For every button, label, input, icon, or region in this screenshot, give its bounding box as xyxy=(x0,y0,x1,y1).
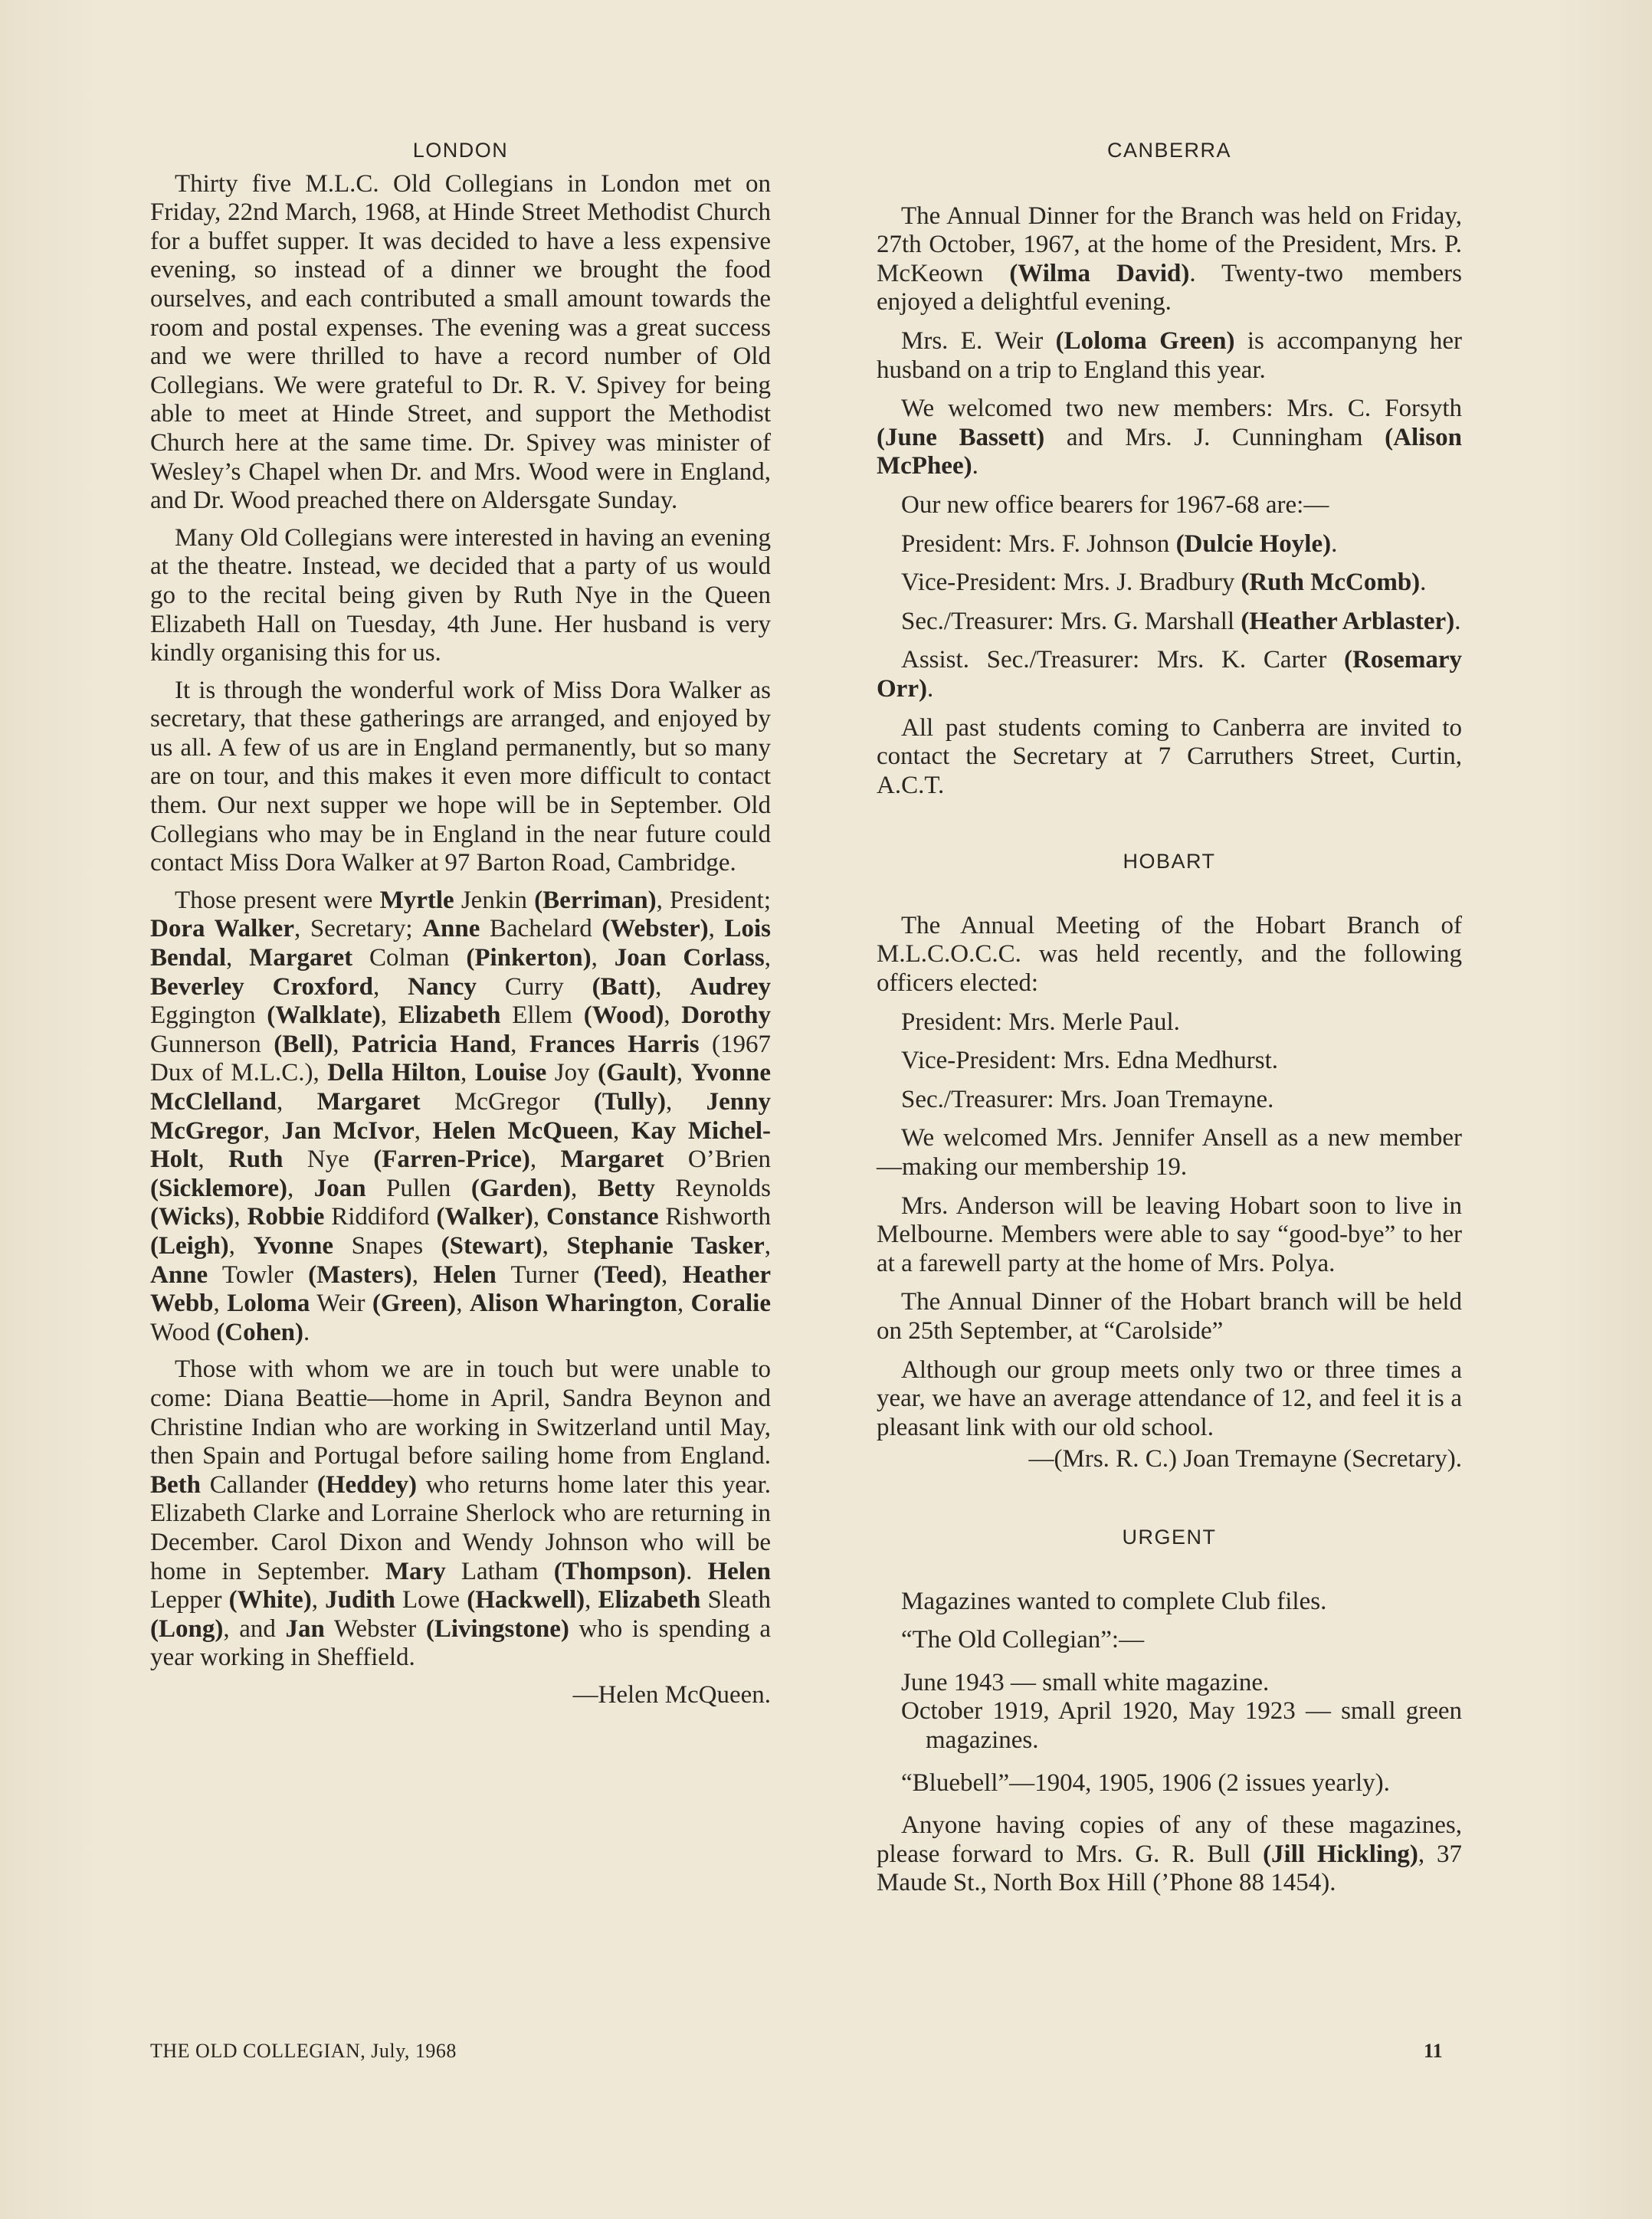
attendee-name: Helen xyxy=(433,1260,497,1289)
in-touch-text: Callander xyxy=(201,1470,317,1499)
attendee-text: , xyxy=(764,944,771,972)
attendee-name: Coralie xyxy=(690,1290,771,1318)
attendee-name: (Pinkerton) xyxy=(466,944,592,972)
attendee-text: , xyxy=(708,915,725,943)
attendee-name: (Walklate) xyxy=(267,1001,381,1030)
attendee-name: Elizabeth xyxy=(398,1001,501,1030)
attendee-name: Kay Michel-Holt xyxy=(150,1116,772,1174)
left-column xyxy=(150,136,771,1718)
attendee-text: , xyxy=(213,1290,228,1318)
attendee-name: Beverley Croxford xyxy=(150,972,373,1001)
attendee-text: , xyxy=(664,1001,682,1030)
attendee-text: Colman xyxy=(352,944,467,972)
hobart-heading: HOBART xyxy=(1123,850,1216,874)
london-heading: LONDON xyxy=(412,139,509,162)
attendee-name: Yvonne McClelland xyxy=(150,1059,772,1116)
attendee-text: Rishworth xyxy=(658,1203,772,1231)
in-touch-name: Elizabeth xyxy=(598,1586,701,1614)
canberra-paragraph-1: The Annual Dinner for the Branch was held on Friday, 27th October, 1967, at the home of the President, Mrs. P. McKeown (Wilma David). Twenty-two members enjoyed a delightful evening. xyxy=(877,202,1463,316)
attendee-name: (Walker) xyxy=(436,1203,533,1231)
in-touch-text: . xyxy=(686,1557,708,1585)
attendee-name: Yvonne xyxy=(253,1231,334,1260)
attendee-text: , xyxy=(380,1001,398,1030)
attendee-name: Dora Walker xyxy=(150,915,294,943)
attendee-text: , xyxy=(676,1059,691,1087)
in-touch-name: (White) xyxy=(228,1586,312,1614)
attendee-text: Snapes xyxy=(333,1231,441,1260)
canberra-secretary-treasurer: Sec./Treasurer: Mrs. G. Marshall (Heather Arblaster). xyxy=(901,607,1461,635)
attendee-text: , xyxy=(666,1088,706,1116)
in-touch-name: Helen xyxy=(707,1557,771,1585)
attendee-text: Eggington xyxy=(150,1001,267,1030)
footer-publication: THE OLD COLLEGIAN, July, 1968 xyxy=(150,2040,457,2062)
attendee-text: McGregor xyxy=(420,1088,594,1116)
attendee-name: (Webster) xyxy=(601,915,709,943)
hobart-secretary-treasurer: Sec./Treasurer: Mrs. Joan Tremayne. xyxy=(901,1085,1274,1113)
attendee-name: Joan xyxy=(313,1174,366,1202)
urgent-heading: URGENT xyxy=(1122,1525,1217,1549)
london-paragraph-3: It is through the wonderful work of Miss Dora Walker as secretary, that these gatherings are arranged, and enjoyed by us all. A few of us are in England permanently, but so many are on tour, and this makes it even more difficult to contact them. Our next supper we hope will be in September. Old Collegians who may be in England in the near future could contact Miss Dora Walker at 97 Barton Road, Cambridge. xyxy=(150,676,771,877)
in-touch-name: (Long) xyxy=(150,1614,224,1643)
hobart-signature: —(Mrs. R. C.) Joan Tremayne (Secretary). xyxy=(1028,1445,1462,1473)
attendee-text: Riddiford xyxy=(324,1203,437,1231)
in-touch-text: who is spending a year working in Sheffield. xyxy=(150,1614,771,1672)
attendee-name: (Bell) xyxy=(274,1030,333,1058)
attendee-text: Wood xyxy=(150,1318,217,1346)
attendee-name: Margaret xyxy=(316,1088,421,1116)
attendee-text: (1967 Dux of M.L.C.), xyxy=(150,1030,772,1087)
hobart-paragraph-3: Mrs. Anderson will be leaving Hobart soon to live in Melbourne. Members were able to say “good-bye” to her at a farewell party at the home of Mrs. Polya. xyxy=(877,1191,1462,1277)
attendee-text: , xyxy=(510,1030,529,1058)
attendee-name: (Leigh) xyxy=(150,1231,229,1260)
attendee-name: (Green) xyxy=(372,1290,457,1318)
attendee-text: , xyxy=(333,1030,352,1058)
attendee-text: . xyxy=(303,1318,310,1346)
attendee-name: (Sicklemore) xyxy=(150,1174,288,1202)
attendee-name: Heather Webb xyxy=(150,1260,772,1318)
canberra-heading: CANBERRA xyxy=(1106,139,1232,162)
hobart-paragraph-2: We welcomed Mrs. Jennifer Ansell as a new member—making our membership 19. xyxy=(877,1124,1462,1182)
attendee-name: (Stewart) xyxy=(441,1231,542,1260)
page-number: 11 xyxy=(1424,2040,1443,2062)
hobart-president: President: Mrs. Merle Paul. xyxy=(901,1008,1180,1036)
attendee-name: (Garden) xyxy=(470,1174,572,1202)
attendee-text: , xyxy=(655,972,690,1001)
hobart-paragraph-5: Although our group meets only two or three times a year, we have an average attendance of 12, and feel it is a pleasant link with our old school. xyxy=(877,1355,1462,1441)
attendee-name: Louise xyxy=(474,1059,547,1087)
attendee-name: Stephanie Tasker xyxy=(566,1231,765,1260)
attendee-text: Jenkin xyxy=(454,886,535,914)
in-touch-list xyxy=(150,1355,771,1671)
canberra-president: President: Mrs. F. Johnson (Dulcie Hoyle). xyxy=(901,529,1338,558)
attendee-name: Ruth xyxy=(228,1146,284,1174)
attendee-name: Robbie xyxy=(247,1203,325,1231)
in-touch-text: , xyxy=(585,1586,598,1614)
attendee-text: Joy xyxy=(546,1059,598,1087)
right-column xyxy=(877,136,1462,1908)
in-touch-text: Those with whom we are in touch but were unable to come: Diana Beattie—home in April, Sandra Beynon and Christine Indian who are working in Switzerland until May, then Spain and Portugal before sailing home from England. xyxy=(150,1355,771,1470)
attendee-text: O’Brien xyxy=(664,1146,772,1174)
attendee-text: Towler xyxy=(208,1260,309,1289)
attendee-text: , xyxy=(591,944,615,972)
attendee-name: (Farren-Price) xyxy=(373,1146,530,1174)
attendee-name: Audrey xyxy=(690,972,771,1001)
canberra-assistant-secretary: Assist. Sec./Treasurer: Mrs. K. Carter (Rosemary Orr). xyxy=(877,646,1462,703)
attendee-name: Jenny McGregor xyxy=(150,1088,771,1145)
london-in-touch xyxy=(150,1355,771,1673)
attendee-name: (Wood) xyxy=(583,1001,664,1030)
attendee-text: , xyxy=(677,1290,691,1318)
attendee-text: , xyxy=(456,1290,470,1318)
attendee-name: Helen McQueen xyxy=(432,1116,613,1145)
attendee-name: Dorothy xyxy=(681,1001,772,1030)
in-touch-text: , and xyxy=(223,1614,286,1643)
attendee-text: , xyxy=(612,1116,631,1145)
attendee-text: , Secretary; xyxy=(293,915,423,943)
in-touch-name: (Hackwell) xyxy=(467,1586,585,1614)
in-touch-name: Beth xyxy=(150,1470,201,1499)
urgent-paragraph-2: “The Old Collegian”:— xyxy=(901,1626,1145,1654)
attendee-text: , xyxy=(414,1116,433,1145)
attendee-text: , xyxy=(198,1146,228,1174)
in-touch-name: Jan xyxy=(285,1614,325,1643)
attendee-text: , xyxy=(226,944,250,972)
attendee-name: Betty xyxy=(597,1174,655,1202)
attendee-name: Della Hilton xyxy=(327,1059,461,1087)
hobart-vice-president: Vice-President: Mrs. Edna Medhurst. xyxy=(901,1047,1279,1075)
attendee-name: (Masters) xyxy=(308,1260,412,1289)
urgent-paragraph-3: “Bluebell”—1904, 1905, 1906 (2 issues yearly). xyxy=(901,1768,1390,1797)
attendee-name: (Wicks) xyxy=(150,1203,234,1231)
attendee-text: , xyxy=(529,1146,561,1174)
attendee-text: , xyxy=(542,1231,567,1260)
attendee-text: Bachelard xyxy=(480,915,602,943)
attendee-name: Frances Harris xyxy=(529,1030,700,1058)
attendee-name: Myrtle xyxy=(379,886,454,914)
in-touch-text: Lowe xyxy=(395,1586,467,1614)
in-touch-text: Lepper xyxy=(150,1586,229,1614)
urgent-paragraph-1: Magazines wanted to complete Club files. xyxy=(901,1587,1327,1615)
urgent-paragraph-4: Anyone having copies of any of these magazines, please forward to Mrs. G. R. Bull (Jill Hickling), 37 Maude St., North Box Hill (’Phone 88 1454). xyxy=(877,1811,1463,1897)
attendee-text: Turner xyxy=(496,1260,594,1289)
london-signature: —Helen McQueen. xyxy=(572,1680,771,1709)
attendee-text: , xyxy=(764,1231,771,1260)
in-touch-text: Webster xyxy=(324,1614,426,1643)
canberra-office-bearers-intro: Our new office bearers for 1967-68 are:— xyxy=(901,490,1329,519)
attendee-text: Ellem xyxy=(500,1001,584,1030)
attendee-name: Margaret xyxy=(249,944,353,972)
attendee-name: Nancy xyxy=(408,972,477,1001)
attendees-intro: Those present were xyxy=(175,886,373,914)
attendee-name: Jan McIvor xyxy=(281,1116,415,1145)
attendee-name: (Gault) xyxy=(598,1059,677,1087)
attendee-text: Reynolds xyxy=(654,1174,772,1202)
attendee-text: , xyxy=(533,1203,546,1231)
in-touch-text: Latham xyxy=(445,1557,554,1585)
canberra-paragraph-2: Mrs. E. Weir (Loloma Green) is accompanyng her husband on a trip to England this year. xyxy=(877,326,1463,384)
attendee-text: Pullen xyxy=(365,1174,471,1202)
attendee-text: Gunnerson xyxy=(150,1030,274,1058)
urgent-item-1: June 1943 — small white magazine. xyxy=(901,1668,1270,1696)
attendee-text: , xyxy=(460,1059,475,1087)
london-attendees xyxy=(150,887,771,1348)
canberra-vice-president: Vice-President: Mrs. J. Bradbury (Ruth McComb). xyxy=(901,569,1427,597)
in-touch-name: Mary xyxy=(385,1557,446,1585)
in-touch-text: , xyxy=(311,1586,326,1614)
attendee-text: , xyxy=(263,1116,282,1145)
canberra-paragraph-3: We welcomed two new members: Mrs. C. Forsyth (June Bassett) and Mrs. J. Cunningham (Alison McPhee). xyxy=(877,395,1462,480)
london-paragraph-2: Many Old Collegians were interested in having an evening at the theatre. Instead, we decided that a party of us would go to the recital being given by Ruth Nye in the Queen Elizabeth Hall on Tuesday, 4th June. Her husband is very kindly organising this for us. xyxy=(150,523,771,667)
attendee-text: , President; xyxy=(656,886,772,914)
london-paragraph-1: Thirty five M.L.C. Old Collegians in London met on Friday, 22nd March, 1968, at Hinde Street Methodist Church for a buffet supper. It was decided to have a less expensive evening, so instead of a dinner we brought the food ourselves, and each contributed a small amount towards the room and postal expenses. The evening was a great success and we were thrilled to have a record number of Old Collegians. We were grateful to Dr. R. V. Spivey for being able to meet at Hinde Street, and support the Methodist Church here at the same time. Dr. Spivey was minister of Wesley’s Chapel when Dr. and Mrs. Wood were in England, and Dr. Wood preached there on Aldersgate Sunday. xyxy=(150,169,771,515)
hobart-paragraph-4: The Annual Dinner of the Hobart branch will be held on 25th September, at “Carolside” xyxy=(877,1288,1462,1345)
in-touch-name: (Heddey) xyxy=(316,1470,418,1499)
in-touch-text: Sleath xyxy=(700,1586,771,1614)
attendee-name: Constance xyxy=(546,1203,659,1231)
attendee-name: Lois Bendal xyxy=(150,915,771,972)
attendee-text: Curry xyxy=(476,972,592,1001)
attendee-text: , xyxy=(228,1231,254,1260)
in-touch-name: (Thompson) xyxy=(553,1557,687,1585)
attendee-name: (Cohen) xyxy=(216,1318,303,1346)
in-touch-name: (Livingstone) xyxy=(425,1614,569,1643)
attendee-name: (Teed) xyxy=(593,1260,662,1289)
canberra-paragraph-5: All past students coming to Canberra are invited to contact the Secretary at 7 Carruthers Street, Curtin, A.C.T. xyxy=(877,713,1462,799)
attendee-name: Anne xyxy=(422,915,480,943)
attendee-name: Patricia Hand xyxy=(351,1030,511,1058)
attendee-text: , xyxy=(411,1260,434,1289)
attendees-list xyxy=(150,887,771,1346)
attendee-text: , xyxy=(276,1088,317,1116)
attendee-text: , xyxy=(661,1260,683,1289)
attendee-text: , xyxy=(287,1174,314,1202)
attendee-name: Loloma xyxy=(227,1290,310,1318)
attendee-name: (Tully) xyxy=(593,1088,666,1116)
attendee-text: , xyxy=(234,1203,247,1231)
in-touch-name: Judith xyxy=(325,1586,395,1614)
hobart-paragraph-1: The Annual Meeting of the Hobart Branch of M.L.C.O.C.C. was held recently, and the following officers elected: xyxy=(877,911,1462,998)
attendee-text: Weir xyxy=(310,1290,372,1318)
attendee-name: Alison Wharington xyxy=(469,1290,677,1318)
attendee-name: Joan Corlass xyxy=(614,944,765,972)
urgent-item-2: October 1919, April 1920, May 1923 — small green magazines. xyxy=(901,1697,1462,1754)
attendee-text: Nye xyxy=(283,1146,374,1174)
attendee-name: Anne xyxy=(150,1260,208,1289)
attendee-text: , xyxy=(571,1174,598,1202)
attendee-name: Margaret xyxy=(560,1146,664,1174)
attendee-text: , xyxy=(373,972,408,1001)
in-touch-text: who returns home later this year. Elizabeth Clarke and Lorraine Sherlock who are returning in December. Carol Dixon and Wendy Johnson who will be home in September. xyxy=(150,1470,772,1585)
attendee-name: (Berriman) xyxy=(534,886,657,914)
attendee-name: (Batt) xyxy=(592,972,656,1001)
